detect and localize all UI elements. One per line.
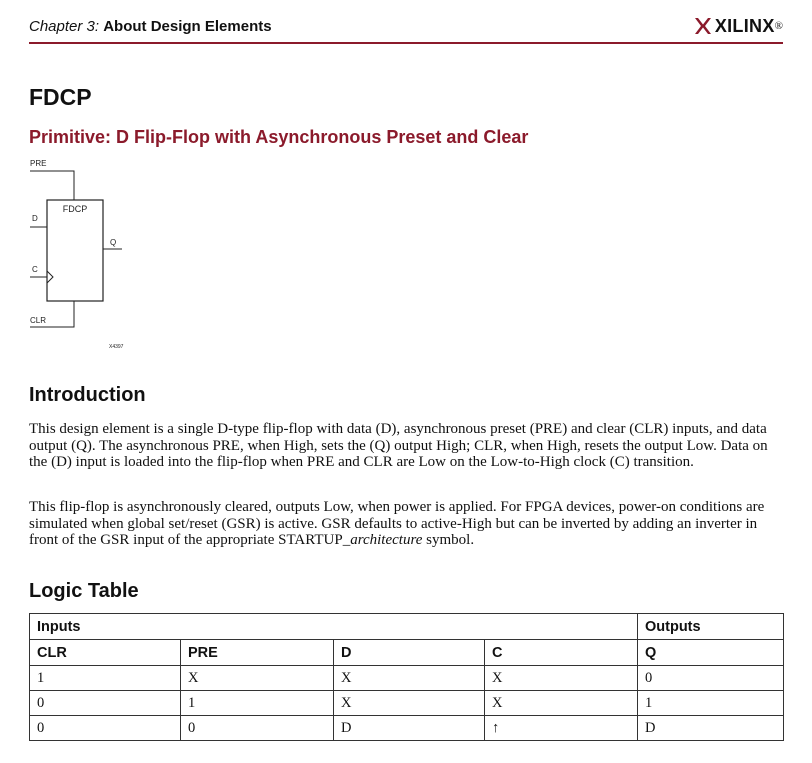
- introduction-paragraph-2: [29, 499, 781, 549]
- column-header-row: [30, 640, 784, 666]
- logic-table: [29, 613, 784, 741]
- paragraph-2-end: symbol.: [422, 532, 475, 548]
- d-pin-label: D: [32, 214, 38, 223]
- table-cell: ↑: [485, 716, 638, 741]
- inputs-group-header: Inputs: [30, 614, 638, 640]
- pre-pin-label: PRE: [30, 159, 47, 168]
- introduction-heading: Introduction: [29, 384, 146, 406]
- column-header: PRE: [181, 640, 334, 666]
- xilinx-mark-icon: [694, 16, 712, 36]
- table-cell: X: [181, 666, 334, 691]
- column-header: CLR: [30, 640, 181, 666]
- table-cell: X: [485, 691, 638, 716]
- table-row: [30, 666, 784, 691]
- page-header: [29, 14, 783, 44]
- paragraph-2-text: This flip-flop is asynchronously cleared, outputs Low, when power is applied. For FPGA devices, power-on conditions are simulated when global set/reset (GSR) is active. GSR defaults to active-High but can be inverted by adding an inverter in front of the GSR input of the appropriate STARTUP_: [29, 499, 765, 548]
- table-cell: X: [334, 666, 485, 691]
- table-cell: D: [334, 716, 485, 741]
- introduction-paragraph-1: This design element is a single D-type flip-flop with data (D), asynchronous preset (PRE) and clear (CLR) inputs, and data output (Q). The asynchronous PRE, when High, sets the (Q) output High; CLR, when High, resets the output Low. Data on the (D) input is loaded into the flip-flop when PRE and CLR are Low on the Low-to-High clock (C) transition.: [29, 421, 768, 470]
- clr-pin-label: CLR: [30, 316, 47, 325]
- fdcp-symbol-diagram: [26, 155, 186, 355]
- table-row: [30, 716, 784, 741]
- pre-wire: [30, 171, 74, 200]
- table-cell: 1: [638, 691, 784, 716]
- flipflop-body: [47, 200, 103, 301]
- chapter-label: [29, 18, 272, 35]
- xilinx-logo: [694, 14, 783, 38]
- table-row: [30, 691, 784, 716]
- table-cell: 1: [30, 666, 181, 691]
- table-cell: 1: [181, 691, 334, 716]
- chapter-title: About Design Elements: [103, 18, 272, 35]
- registered-mark: ®: [774, 20, 783, 32]
- column-header: D: [334, 640, 485, 666]
- c-pin-label: C: [32, 265, 38, 274]
- chapter-number: Chapter 3:: [29, 18, 100, 35]
- table-cell: X: [334, 691, 485, 716]
- outputs-group-header: Outputs: [638, 614, 784, 640]
- column-header: C: [485, 640, 638, 666]
- q-pin-label: Q: [110, 238, 117, 247]
- group-header-row: [30, 614, 784, 640]
- page-subtitle: Primitive: D Flip-Flop with Asynchronous Preset and Clear: [29, 127, 529, 147]
- table-cell: D: [638, 716, 784, 741]
- logic-table-heading: Logic Table: [29, 580, 139, 602]
- page-title: FDCP: [29, 84, 92, 110]
- table-cell: 0: [181, 716, 334, 741]
- table-cell: 0: [30, 716, 181, 741]
- figure-id: X4397: [109, 344, 124, 350]
- paragraph-2-italic: architecture: [350, 532, 423, 548]
- clock-triangle: [47, 271, 53, 283]
- table-cell: 0: [638, 666, 784, 691]
- table-cell: 0: [30, 691, 181, 716]
- logo-text: XILINX: [714, 15, 775, 36]
- table-cell: X: [485, 666, 638, 691]
- block-label: FDCP: [62, 204, 88, 214]
- column-header: Q: [638, 640, 784, 666]
